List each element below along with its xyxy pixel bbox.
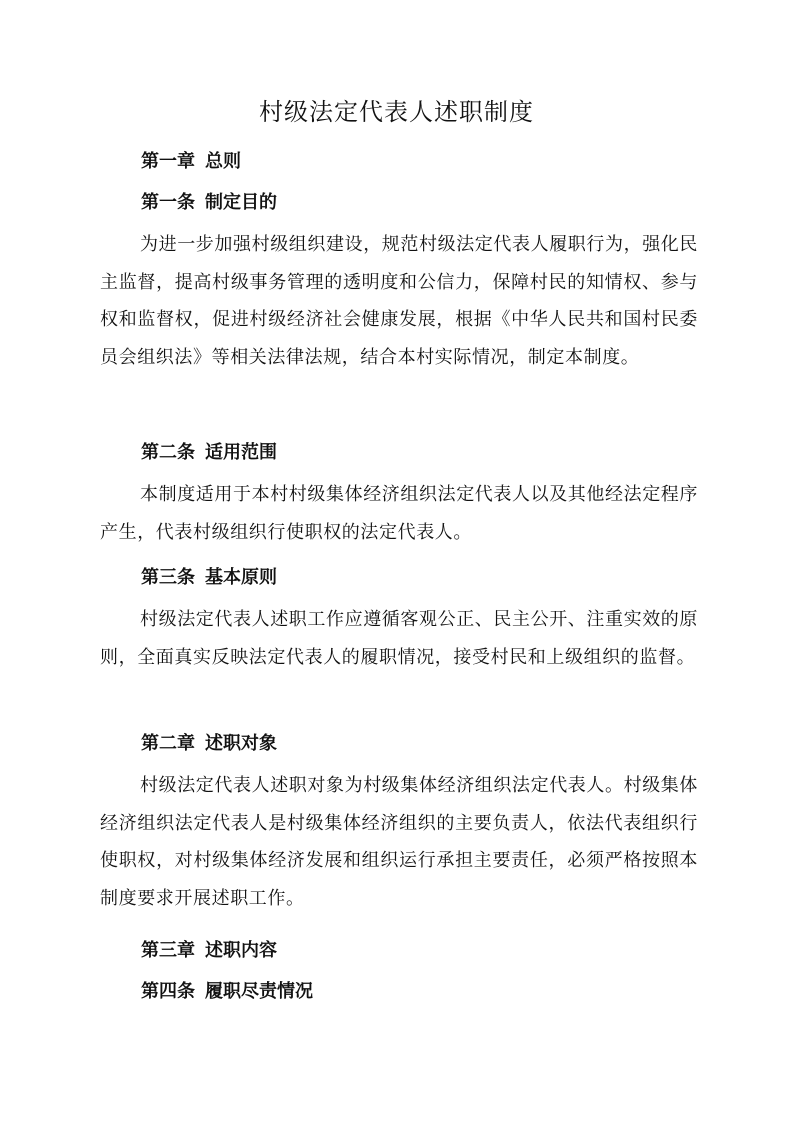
article-1-name: 制定目的 — [205, 192, 277, 213]
article-3-name: 基本原则 — [205, 567, 277, 588]
chapter-3-number: 第三章 — [141, 940, 195, 961]
article-1-heading — [141, 187, 277, 219]
article-2-heading — [141, 437, 277, 469]
article-4-number: 第四条 — [141, 981, 195, 1002]
chapter-3-heading — [141, 935, 277, 967]
article-3-number: 第三条 — [141, 567, 195, 588]
article-2-paragraph: 本制度适用于本村村级集体经济组织法定代表人以及其他经法定程序产生，代表村级组织行使职权的法定代表人。 — [100, 484, 698, 543]
chapter-2-number: 第二章 — [141, 733, 195, 754]
chapter-1-name: 总则 — [205, 151, 241, 172]
article-2-name: 适用范围 — [205, 442, 277, 463]
article-4-heading — [141, 976, 313, 1008]
chapter-1-heading — [141, 146, 241, 178]
chapter-1-number: 第一章 — [141, 151, 195, 172]
article-3-heading — [141, 562, 277, 594]
article-2-number: 第二条 — [141, 442, 195, 463]
chapter-2-name: 述职对象 — [205, 733, 277, 754]
article-1-paragraph: 为进一步加强村级组织建设，规范村级法定代表人履职行为，强化民主监督，提高村级事务管理的透明度和公信力，保障村民的知情权、参与权和监督权，促进村级经济社会健康发展，根据《中华人民共和国村民委员会组织法》等相关法律法规，结合本村实际情况，制定本制度。 — [100, 234, 698, 368]
document-title: 村级法定代表人述职制度 — [259, 98, 534, 126]
article-4-name: 履职尽责情况 — [205, 981, 313, 1002]
chapter-3-name: 述职内容 — [205, 940, 277, 961]
article-3-paragraph: 村级法定代表人述职工作应遵循客观公正、民主公开、注重实效的原则，全面真实反映法定代表人的履职情况，接受村民和上级组织的监督。 — [100, 609, 698, 668]
chapter-2-paragraph: 村级法定代表人述职对象为村级集体经济组织法定代表人。村级集体经济组织法定代表人是村级集体经济组织的主要负责人，依法代表组织行使职权，对村级集体经济发展和组织运行承担主要责任，必须严格按照本制度要求开展述职工作。 — [100, 775, 698, 909]
chapter-2-heading — [141, 728, 277, 760]
article-1-number: 第一条 — [141, 192, 195, 213]
